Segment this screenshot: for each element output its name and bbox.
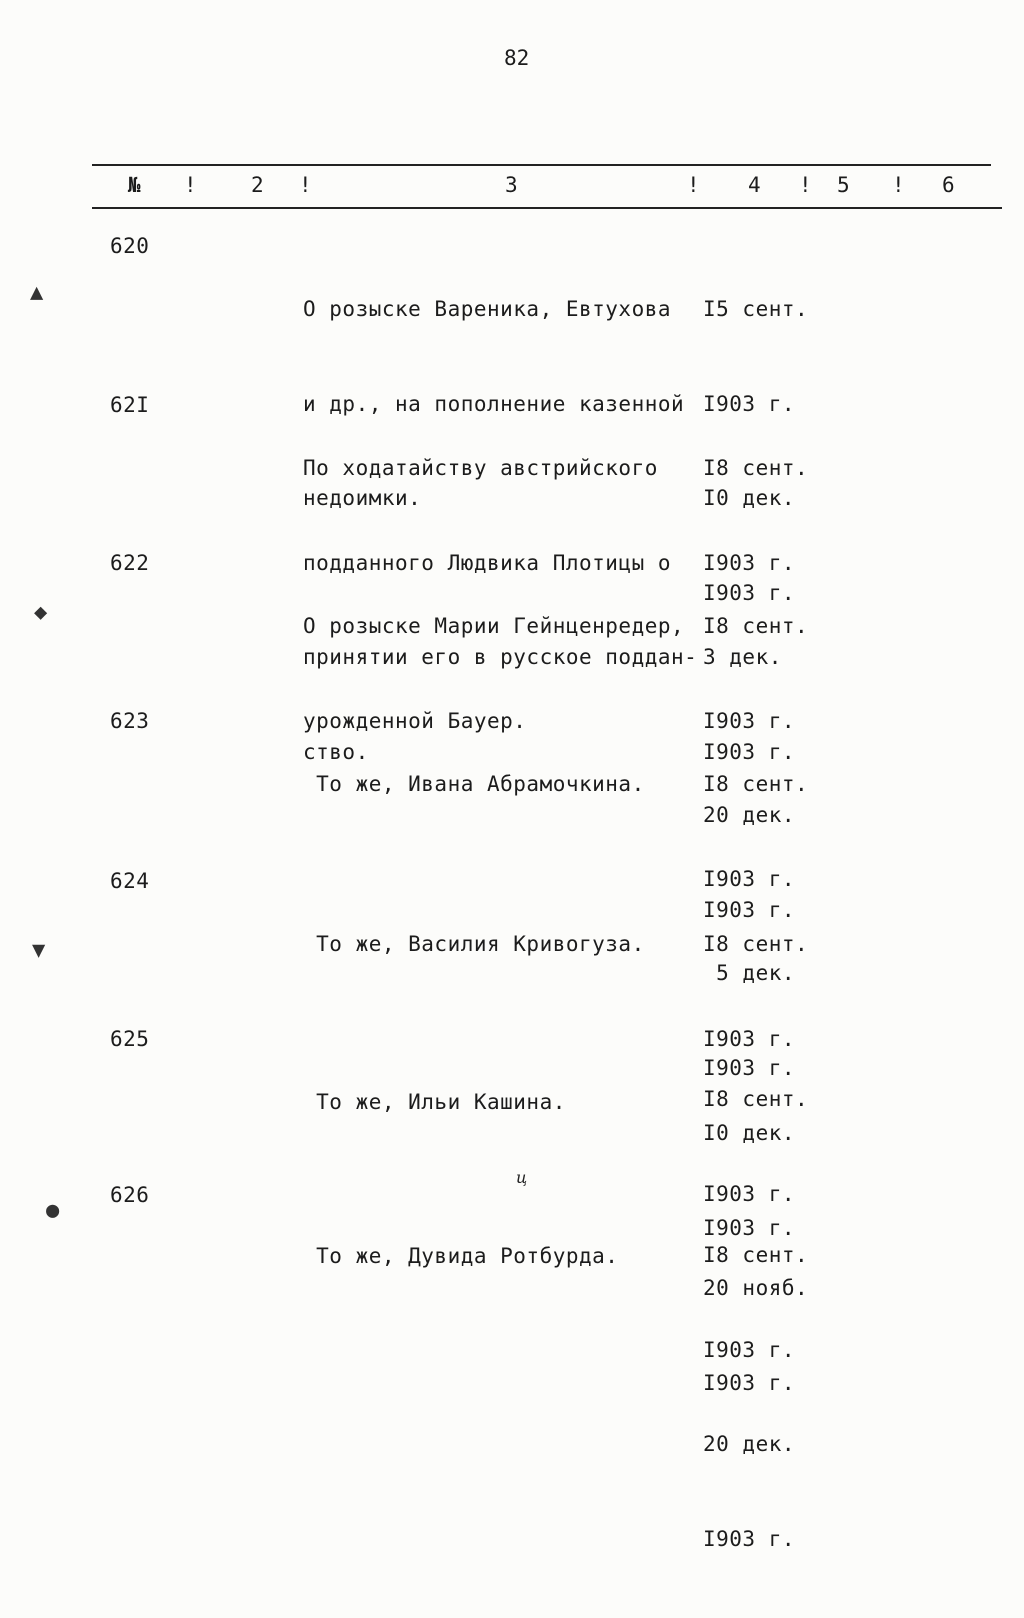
table-top-rule <box>92 164 991 166</box>
row-number: 620 <box>110 234 150 258</box>
description-line: То же, Дувида Ротбурда. <box>303 1244 619 1268</box>
description-line: То же, Ивана Абрамочкина. <box>303 772 645 796</box>
header-separator: ! <box>299 173 312 197</box>
header-col-1: № <box>128 173 141 197</box>
description-line: подданного Людвика Плотицы о <box>303 550 672 575</box>
date-line: I903 г. <box>703 1337 796 1362</box>
date-line: 3 дек. <box>703 645 782 669</box>
description-line: урожденной Бауер. <box>303 708 527 733</box>
date-line: 20 нояб. <box>703 1276 809 1300</box>
date-line: I903 г. <box>703 1026 796 1051</box>
date-line: I8 сент. <box>703 1087 809 1111</box>
date-line: I0 дек. <box>703 1121 796 1145</box>
date-line: 20 дек. <box>703 803 796 827</box>
row-dates <box>703 1177 808 1618</box>
description-line: ство. <box>303 739 369 764</box>
header-col-5: 5 <box>837 173 850 197</box>
header-col-6: 6 <box>942 173 955 197</box>
date-line: I903 г. <box>703 1215 796 1240</box>
description-line: принятии его в русское поддан- <box>303 645 698 669</box>
binding-hole-mark-icon: ▲ <box>30 280 44 305</box>
date-line: I903 г. <box>703 897 796 922</box>
row-number: 625 <box>110 1027 150 1051</box>
date-line: I8 сент. <box>703 614 809 638</box>
date-line: I903 г. <box>703 1181 796 1206</box>
date-line: 5 дек. <box>703 961 796 985</box>
description-line: То же, Ильи Кашина. <box>303 1090 566 1114</box>
binding-hole-mark-icon: ◆ <box>34 600 48 625</box>
row-description <box>303 706 645 864</box>
page-number: 82 <box>504 46 530 70</box>
description-line: недоимки. <box>303 486 422 510</box>
header-col-3: 3 <box>505 173 518 197</box>
description-line: По ходатайству австрийского <box>303 456 658 480</box>
date-line: I903 г. <box>703 1055 796 1080</box>
date-line: I8 сент. <box>703 456 809 480</box>
date-line: I8 сент. <box>703 932 809 956</box>
date-line: I903 г. <box>703 739 796 764</box>
header-separator: ! <box>892 173 905 197</box>
row-description <box>303 1024 566 1182</box>
description-line: То же, Василия Кривогуза. <box>303 932 645 956</box>
header-col-4: 4 <box>748 173 761 197</box>
row-number: 623 <box>110 709 150 733</box>
row-number: 622 <box>110 551 150 575</box>
date-line: I903 г. <box>703 1370 796 1395</box>
row-number: 624 <box>110 869 150 893</box>
row-description <box>303 866 645 1024</box>
header-separator: ! <box>184 173 197 197</box>
date-line: I903 г. <box>703 391 796 416</box>
handwritten-correction: ц <box>516 1168 528 1187</box>
date-line: I8 сент. <box>703 772 809 796</box>
row-number: 626 <box>110 1183 150 1207</box>
description-line: и др., на пополнение казенной <box>303 391 685 416</box>
header-separator: ! <box>799 173 812 197</box>
binding-hole-mark-icon: ▼ <box>32 938 46 963</box>
date-line: I903 г. <box>703 550 796 575</box>
row-description <box>303 1178 618 1336</box>
date-line: I903 г. <box>703 866 796 891</box>
row-number: 62I <box>110 393 150 417</box>
binding-hole-mark-icon: ● <box>46 1198 60 1223</box>
date-line: I903 г. <box>703 580 796 605</box>
date-line: 20 дек. <box>703 1432 796 1456</box>
header-separator: ! <box>687 173 700 197</box>
date-line: I8 сент. <box>703 1243 809 1267</box>
date-line: I5 сент. <box>703 297 809 321</box>
date-line: I0 дек. <box>703 486 796 510</box>
header-col-2: 2 <box>251 173 264 197</box>
date-line: I903 г. <box>703 708 796 733</box>
description-line: О розыске Вареника, Евтухова <box>303 297 672 321</box>
date-line: I903 г. <box>703 1526 796 1551</box>
table-bottom-rule <box>92 207 1002 209</box>
description-line: О розыске Марии Гейнценредер, <box>303 614 685 638</box>
